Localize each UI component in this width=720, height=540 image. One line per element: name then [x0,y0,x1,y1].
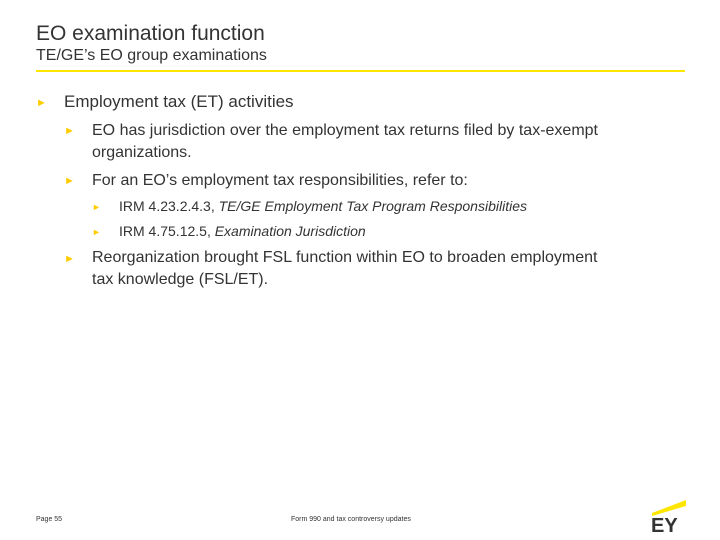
ey-logo-beam [652,500,686,516]
irm-section-title: TE/GE Employment Tax Program Responsibilities [218,198,527,214]
level2-bullet-text-cont: organizations. [92,144,192,161]
irm-reference: IRM 4.75.12.5, [119,223,211,239]
level2-bullet-text-cont: tax knowledge (FSL/ET). [92,271,269,288]
ey-logo-text: EY [651,515,678,533]
level3-bullet-text [119,223,366,239]
bullet-arrow-icon: ► [64,175,75,187]
bullet-arrow-icon: ► [92,202,101,212]
level2-bullet-text: Reorganization brought FSL function within EO to broaden employment [92,249,598,266]
bullet-arrow-icon: ► [92,227,101,237]
page-number: Page 55 [36,516,63,523]
irm-section-title: Examination Jurisdiction [214,223,366,239]
title-divider [36,70,685,72]
bullet-arrow-icon: ► [36,97,47,109]
slide-title: EO examination function [36,22,265,45]
bullet-arrow-icon: ► [64,125,75,137]
level3-bullet-text [119,198,527,214]
level2-bullet-text: EO has jurisdiction over the employment tax returns filed by tax-exempt [92,122,598,139]
slide-subtitle: TE/GE’s EO group examinations [36,47,267,64]
ey-logo [650,497,690,533]
level2-bullet-text: For an EO’s employment tax responsibilities, refer to: [92,172,468,189]
irm-reference: IRM 4.23.2.4.3, [119,198,215,214]
bullet-arrow-icon: ► [64,253,75,265]
footer-text: Form 990 and tax controversy updates [291,516,411,523]
level1-bullet-text: Employment tax (ET) activities [64,92,294,111]
